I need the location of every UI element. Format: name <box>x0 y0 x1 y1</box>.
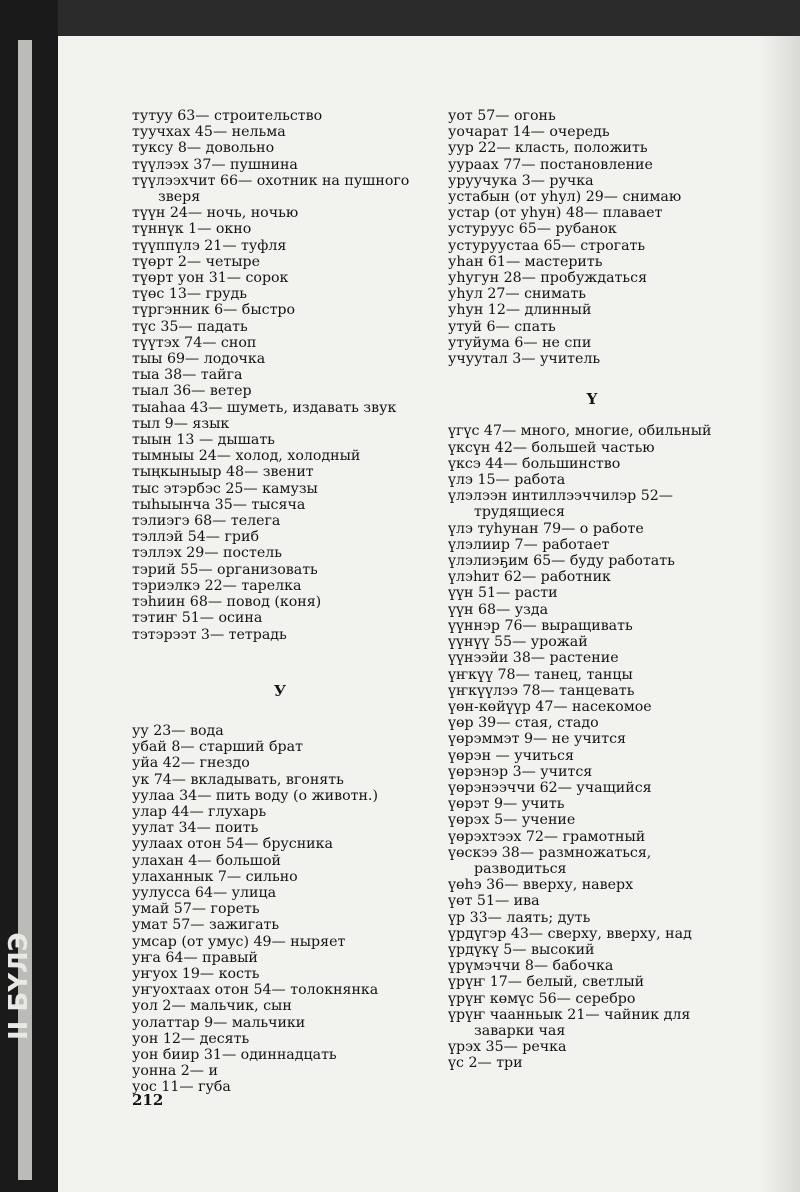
dictionary-entry: үүннэр 76— выращивать <box>448 617 633 634</box>
dictionary-entry: уһул 27— снимать <box>448 286 587 303</box>
dictionary-entry: үрүмэччи 8— бабочка <box>448 958 614 975</box>
dictionary-entry: үөһэ 36— вверху, наверх <box>448 877 634 894</box>
section-gap <box>132 699 428 723</box>
right-column <box>448 108 736 1072</box>
dictionary-entry: уураах 77— постановление <box>448 156 653 173</box>
dictionary-entry: үөрэнээччи 62— учащийся <box>448 779 652 796</box>
left-entries-t <box>132 108 428 643</box>
dictionary-entry: үлэһит 62— работник <box>448 569 611 586</box>
page-number: 212 <box>132 1091 164 1109</box>
dictionary-entry: учуутал 3— учитель <box>448 351 601 368</box>
dictionary-entry: уһугун 28— пробуждаться <box>448 270 648 287</box>
right-entries-u <box>448 108 736 367</box>
dictionary-entry: уон 12— десять <box>132 1030 250 1047</box>
dictionary-entry: түүлээхчит 66— охотник на пушного зверя <box>132 172 410 206</box>
dictionary-entry: үлэлээн интиллээччилэр 52— трудящиеся <box>448 488 673 521</box>
dictionary-entry: тэрий 55— организовать <box>132 561 318 578</box>
dictionary-entry: устуруус 65— рубанок <box>448 221 617 238</box>
dictionary-entry: үлэ 15— работа <box>448 472 566 489</box>
left-entries-u <box>132 723 428 1096</box>
dictionary-entry: ук 74— вкладывать, вгонять <box>132 771 344 788</box>
right-entries-ue <box>448 423 736 1071</box>
dictionary-entry: уот 57— огонь <box>448 108 556 124</box>
dictionary-entry: уйа 42— гнездо <box>132 755 250 772</box>
dictionary-entry: умат 57— зажигать <box>132 917 280 934</box>
dictionary-entry: утуйума 6— не спи <box>448 334 592 351</box>
dictionary-entry: тыа 38— тайга <box>132 367 243 384</box>
dictionary-entry: тымныы 24— холод, холодный <box>132 448 361 465</box>
dictionary-entry: түс 35— падать <box>132 318 248 335</box>
dictionary-entry: тыын 13 — дышать <box>132 432 275 449</box>
dictionary-entry: үҥкүүлээ 78— танцевать <box>448 682 635 699</box>
dictionary-entry: үксэ 44— большинство <box>448 455 621 472</box>
section-gap <box>132 643 428 683</box>
dictionary-entry: тыс этэрбэс 25— камузы <box>132 480 318 497</box>
dictionary-entry: устуруустаа 65— строгать <box>448 237 646 254</box>
dictionary-entry: түөс 13— грудь <box>132 286 247 303</box>
dictionary-entry: уҥа 64— правый <box>132 949 258 966</box>
dictionary-entry: уонна 2— и <box>132 1063 218 1080</box>
dictionary-entry: үүн 51— расти <box>448 585 558 602</box>
dictionary-entry: улар 44— глухарь <box>132 803 267 820</box>
dictionary-entry: үөскээ 38— размножаться, разводиться <box>448 844 652 877</box>
dictionary-entry: үөн-көйүүр 47— насекомое <box>448 698 652 715</box>
dictionary-entry: уҥуох 19— кость <box>132 965 260 982</box>
section-gap <box>448 367 736 391</box>
dictionary-entry: үлэ туһунан 79— о работе <box>448 520 644 537</box>
dictionary-entry: үрүҥ көмүс 56— серебро <box>448 990 636 1007</box>
dictionary-entry: түүлээх 37— пушнина <box>132 156 298 173</box>
dictionary-entry: үлэлиэҕим 65— буду работать <box>448 553 675 570</box>
dictionary-entry: уон биир 31— одиннадцать <box>132 1046 337 1063</box>
dictionary-entry: уулусса 64— улица <box>132 884 277 901</box>
dictionary-entry: уу 23— вода <box>132 722 224 739</box>
dictionary-entry: үрдүгэр 43— сверху, вверху, над <box>448 925 692 942</box>
dictionary-entry: түүн 24— ночь, ночью <box>132 205 299 222</box>
dictionary-entry: үс 2— три <box>448 1055 523 1072</box>
dictionary-entry: уос 11— губа <box>132 1079 231 1096</box>
dictionary-entry: тыаһаа 43— шуметь, издавать звук <box>132 399 397 416</box>
dictionary-entry: үөр 39— стая, стадо <box>448 715 599 732</box>
dictionary-entry: үөрэх 5— учение <box>448 812 576 829</box>
dictionary-entry: уол 2— мальчик, сын <box>132 998 292 1015</box>
dictionary-entry: түөрт уон 31— сорок <box>132 270 289 287</box>
dictionary-entry: уһан 61— мастерить <box>448 253 603 270</box>
dictionary-entry: үҥкүү 78— танец, танцы <box>448 666 633 683</box>
dictionary-entry: тэллэй 54— гриб <box>132 529 259 546</box>
dictionary-entry: уулат 34— поить <box>132 820 259 837</box>
dictionary-entry: тэллэх 29— постель <box>132 545 282 562</box>
dictionary-entry: түүтэх 74— сноп <box>132 334 257 351</box>
dictionary-entry: уһун 12— длинный <box>448 302 592 319</box>
dictionary-entry: үрдүкү 5— высокий <box>448 941 595 958</box>
dictionary-entry: улаханнык 7— сильно <box>132 868 298 885</box>
dictionary-entry: уҥуохтаах отон 54— толокнянка <box>132 982 379 999</box>
dictionary-entry: тэтиҥ 51— осина <box>132 610 263 627</box>
dictionary-entry: үөрэхтээх 72— грамотный <box>448 828 646 845</box>
dictionary-entry: үлэлиир 7— работает <box>448 536 610 553</box>
dictionary-entry: үүнүү 55— урожай <box>448 634 588 651</box>
dictionary-entry: үрүҥ 17— белый, светлый <box>448 974 645 991</box>
dictionary-entry: үөрэт 9— учить <box>448 796 565 813</box>
dictionary-entry: умай 57— гореть <box>132 901 260 918</box>
dictionary-entry: устабын (от уһул) 29— снимаю <box>448 189 682 206</box>
dictionary-entry: умсар (от умус) 49— ныряет <box>132 933 346 950</box>
dictionary-entry: туксу 8— довольно <box>132 140 275 157</box>
dictionary-entry: үрүҥ чаанньык 21— чайник для заварки чая <box>448 1006 691 1039</box>
dictionary-entry: тыал 36— ветер <box>132 383 252 400</box>
dictionary-entry: үр 33— лаять; дуть <box>448 909 591 926</box>
spine-label: II БҮЛЭ <box>4 932 34 1040</box>
dictionary-entry: уруучука 3— ручка <box>448 172 594 189</box>
dictionary-entry: утуй 6— спать <box>448 318 556 335</box>
dictionary-page <box>58 36 800 1192</box>
dictionary-entry: тутуу 63— строительство <box>132 108 323 124</box>
dictionary-entry: үөрэн — учиться <box>448 747 574 764</box>
dictionary-entry: тэһиин 68— повод (коня) <box>132 594 322 611</box>
left-column <box>132 108 428 1096</box>
dictionary-entry: убай 8— старший брат <box>132 739 303 756</box>
section-letter-ue: Ү <box>586 390 598 409</box>
dictionary-entry: үүн 68— узда <box>448 601 549 618</box>
section-letter-u: У <box>273 681 287 700</box>
dictionary-entry: тыһыынча 35— тысяча <box>132 496 306 513</box>
dictionary-entry: улахан 4— большой <box>132 852 281 869</box>
dictionary-entry: түргэнник 6— быстро <box>132 302 296 319</box>
dictionary-entry: туучхах 45— нельма <box>132 124 286 141</box>
dictionary-entry: үөрэнэр 3— учится <box>448 763 593 780</box>
dictionary-entry: тыы 69— лодочка <box>132 351 266 368</box>
dictionary-entry: тыңкыныыр 48— звенит <box>132 464 314 481</box>
dictionary-entry: үрэх 35— речка <box>448 1039 567 1056</box>
section-gap <box>448 407 736 423</box>
dictionary-entry: уулаа 34— пить воду (о животн.) <box>132 787 378 804</box>
dictionary-entry: үгүс 47— много, многие, обильный <box>448 423 712 440</box>
dictionary-entry: түннүк 1— окно <box>132 221 252 238</box>
dictionary-entry: үөт 51— ива <box>448 893 540 910</box>
dictionary-entry: тэлиэгэ 68— телега <box>132 513 281 530</box>
dictionary-entry: үөрэммэт 9— не учится <box>448 731 626 748</box>
dictionary-entry: уулаах отон 54— брусника <box>132 836 333 853</box>
page-edge-shadow <box>760 36 800 1192</box>
dictionary-entry: устар (от уһун) 48— плавает <box>448 205 663 222</box>
dictionary-entry: уолаттар 9— мальчики <box>132 1014 306 1031</box>
dictionary-entry: тэриэлкэ 22— тарелка <box>132 577 302 594</box>
dictionary-entry: тыл 9— язык <box>132 415 230 432</box>
dictionary-entry: уур 22— класть, положить <box>448 140 648 157</box>
book-spine <box>0 0 58 1192</box>
dictionary-entry: үксүн 42— большей частью <box>448 439 655 456</box>
dictionary-entry: үүнээйи 38— растение <box>448 650 619 667</box>
dictionary-entry: тэтэрээт 3— тетрадь <box>132 626 287 643</box>
dictionary-entry: түүппүлэ 21— туфля <box>132 237 287 254</box>
dictionary-entry: түөрт 2— четыре <box>132 253 260 270</box>
dictionary-entry: уочарат 14— очередь <box>448 124 610 141</box>
